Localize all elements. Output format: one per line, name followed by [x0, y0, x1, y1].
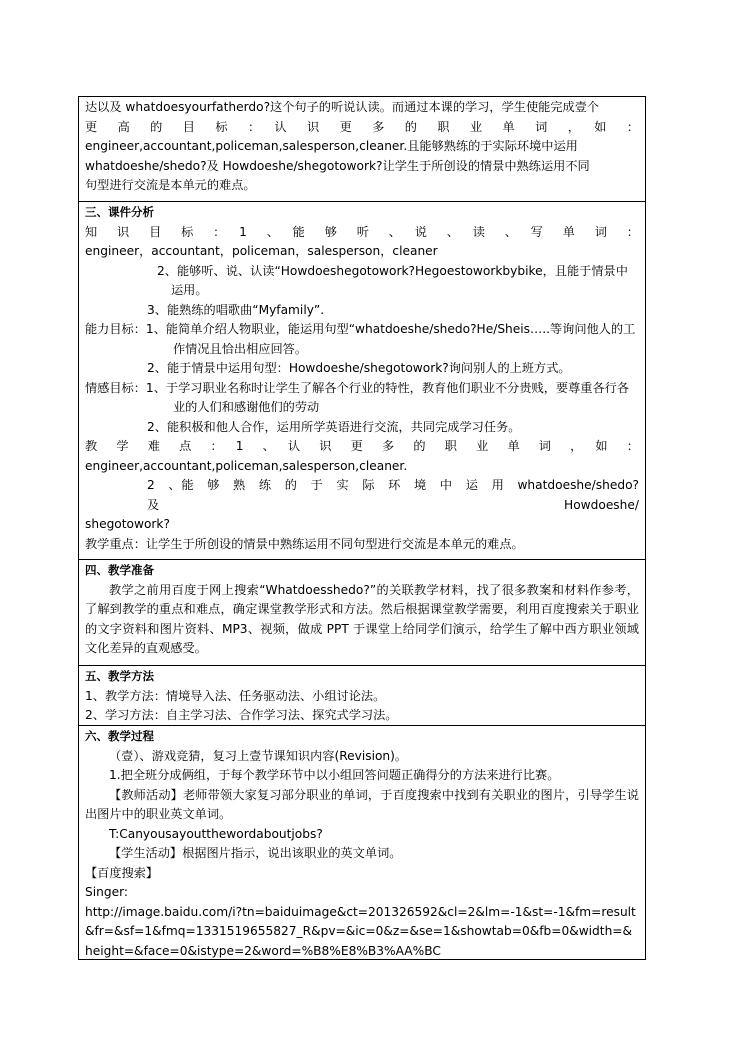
ability-goal-2: 2、能于情景中运用句型：Howdoeshe/shegotowork?询问别人的上班方式。 — [147, 361, 571, 375]
student-activity: 【学生活动】根据图片指示，说出该职业的英文单词。 — [109, 846, 402, 860]
difficulty-2: 2 、能 够 熟 练 的 于 实 际 环 境 中 运 用 whatdoeshe/shedo? 及 Howdoeshe/ — [147, 478, 652, 512]
section-heading: 五、教学方法 — [85, 669, 154, 683]
difficulty-1: 教 学 难 点 ： 1 、 认 识 更 多 的 职 业 单 词 ， 如 ： — [85, 439, 639, 453]
difficulty-summary-cell — [78, 96, 646, 202]
teaching-preparation-cell — [78, 560, 646, 666]
teaching-method-cell — [78, 666, 646, 726]
text-line: 达以及 whatdoesyourfatherdo?这个句子的听说认读。而通过本课的学习，学生使能完成壹个 — [85, 100, 600, 114]
method-1: 1、教学方法：情境导入法、任务驱动法、小组讨论法。 — [85, 688, 386, 703]
knowledge-goal-1: 知 识 目 标 ： 1 、 能 够 听 、 说 、 读 、 写 单 词 ： — [85, 224, 639, 239]
knowledge-goal-2: 2、能够听、说、认读“Howdoeshegotowork?Hegoestoworkbybike，且能于情景中运用。 — [157, 263, 628, 297]
knowledge-goal-1-words: engineer，accountant，policeman，salesperson，cleaner — [85, 244, 438, 258]
teacher-activity: 【教师活动】老师带领大家复习部分职业的单词，于百度搜索中找到有关职业的图片，引导学生说出图片中的职业英文单词。 — [85, 787, 639, 821]
section-heading: 四、教学准备 — [85, 563, 154, 577]
knowledge-goal-3: 3、能熟练的唱歌曲“Myfamily”. — [147, 302, 325, 317]
difficulty-2-end: shegotowork? — [85, 517, 170, 531]
section-heading: 三、课件分析 — [85, 205, 154, 219]
singer-label: Singer: — [85, 885, 128, 899]
singer-image-url: http://image.baidu.com/i?tn=baiduimage&ct=201326592&cl=2&lm=-1&st=-1&fm=result&fr=&sf=1&fmq=1331519655827_R&pv=&ic=0&z=&se=1&showtab=0&fb=0&width=&height=&face=0&istype=2&word=%B8%E8%B3%AA%BC — [85, 904, 636, 958]
baidu-search-label: 【百度搜索】 — [85, 865, 159, 880]
preparation-body: 教学之前用百度于网上搜索“Whatdoesshedo?”的关联教学材料，找了很多教案和材料作参考，了解到教学的重点和难点，确定课堂教学形式和方法。然后根据课堂教学需要，利用百度搜索关于职业的文字资料和图片资料、MP3、视频，做成 PPT 于课堂上给同学们演示，给学生了解中西方职业领域文化差异的直观感受。 — [85, 582, 639, 655]
emotion-goal-2: 2、能积极和他人合作，运用所学英语进行交流，共同完成学习任务。 — [147, 419, 521, 434]
teaching-process-cell — [78, 726, 646, 960]
process-step-2: 1.把全班分成俩组，于每个教学环节中以小组回答问题正确得分的方法来进行比赛。 — [109, 768, 560, 782]
emotion-goal-1: 情感目标：1、于学习职业名称时让学生了解各个行业的特性，教育他们职业不分贵贱，要尊重各行各业的人们和感谢他们的劳动 — [85, 380, 630, 414]
method-2: 2、学习方法：自主学习法、合作学习法、探究式学习法。 — [85, 708, 398, 722]
teaching-focus: 教学重点：让学生于所创设的情景中熟练运用不同句型进行交流是本单元的难点。 — [85, 536, 524, 551]
text-line: whatdoeshe/shedo?及 Howdoeshe/shegotowork?让学生于所创设的情景中熟练运用不同 — [85, 158, 590, 173]
ability-goal-1: 能力目标：1、能简单介绍人物职业，能运用句型“whatdoeshe/shedo?He/Sheis…..等询问他人的工作情况且恰出相应回答。 — [85, 322, 636, 356]
text-line: 更 高 的 目 标 ： 认 识 更 多 的 职 业 单 词 ， 如 ： — [85, 119, 639, 134]
text-line: 句型进行交流是本单元的难点。 — [85, 178, 256, 192]
text-line: engineer,accountant,policeman,salesperson,cleaner.且能够熟练的于实际环境中运用 — [85, 139, 578, 153]
process-step-1: （壹）、游戏竞猜，复习上壹节课知识内容(Revision)。 — [109, 748, 408, 763]
teacher-question: T:Canyousayoutthewordaboutjobs? — [109, 826, 323, 841]
section-heading: 六、教学过程 — [85, 729, 154, 743]
courseware-analysis-cell — [78, 202, 652, 560]
lesson-plan-table — [78, 96, 652, 960]
difficulty-1-words: engineer,accountant,policeman,salesperson,cleaner. — [85, 458, 408, 473]
